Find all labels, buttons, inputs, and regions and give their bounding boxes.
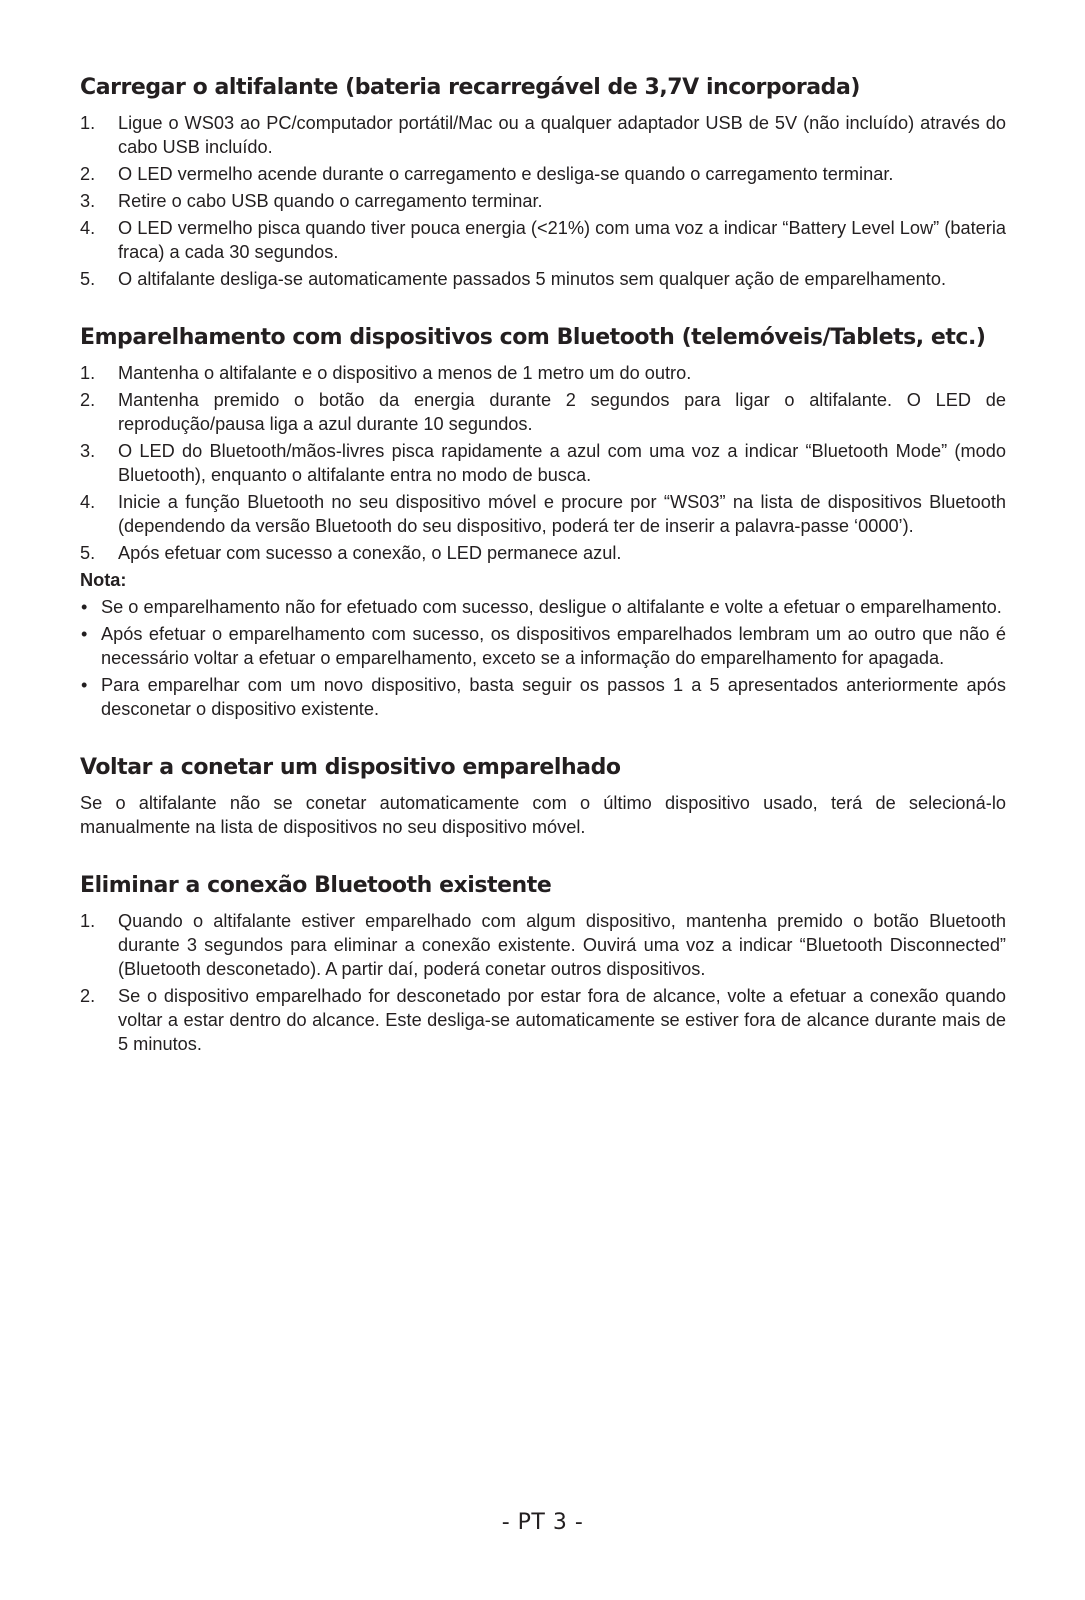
list-item [80, 189, 1006, 213]
step-text: Após efetuar com sucesso a conexão, o LED permanece azul. [118, 543, 622, 563]
list-item [80, 388, 1006, 436]
step-number: 5. [80, 269, 96, 289]
step-text: Se o dispositivo emparelhado for desconetado por estar fora de alcance, volte a efetuar a conexão quando voltar a estar dentro do alcance. Este desliga-se automaticamente se estiver fora de alcance durante mais de 5 minutos. [118, 986, 1006, 1054]
list-item [80, 984, 1006, 1056]
step-number: 2. [80, 986, 96, 1006]
section-delete-connection [80, 870, 1006, 1056]
step-number: 1. [80, 911, 96, 931]
step-text: Retire o cabo USB quando o carregamento terminar. [118, 191, 543, 211]
section-reconnect [80, 752, 1006, 839]
steps-list [80, 111, 1006, 291]
step-number: 4. [80, 492, 96, 512]
note-label: Nota: [80, 570, 127, 590]
steps-list [80, 909, 1006, 1056]
list-item [80, 541, 1006, 565]
section-title: Emparelhamento com dispositivos com Bluetooth (telemóveis/Tablets, etc.) [80, 325, 986, 350]
note-text: Após efetuar o emparelhamento com sucesso, os dispositivos emparelhados lembram um ao outro que não é necessário voltar a efetuar o emparelhamento, exceto se a informação do emparelhamento for apagada. [101, 624, 1006, 668]
step-number: 2. [80, 390, 96, 410]
bullet-icon: • [81, 624, 88, 644]
step-number: 2. [80, 164, 96, 184]
step-number: 3. [80, 191, 96, 211]
section-title: Eliminar a conexão Bluetooth existente [80, 873, 552, 898]
step-text: Mantenha premido o botão da energia durante 2 segundos para ligar o altifalante. O LED de reprodução/pausa liga a azul durante 10 segundos. [118, 390, 1006, 434]
notes-list [80, 595, 1006, 721]
list-item [80, 622, 1006, 670]
list-item [80, 909, 1006, 981]
note-text: Se o emparelhamento não for efetuado com sucesso, desligue o altifalante e volte a efetuar o emparelhamento. [101, 597, 1002, 617]
step-text: Mantenha o altifalante e o dispositivo a menos de 1 metro um do outro. [118, 363, 692, 383]
step-number: 5. [80, 543, 96, 563]
steps-list [80, 361, 1006, 565]
list-item [80, 111, 1006, 159]
bullet-icon: • [81, 597, 88, 617]
list-item [80, 673, 1006, 721]
list-item [80, 216, 1006, 264]
step-text: O altifalante desliga-se automaticamente passados 5 minutos sem qualquer ação de emparelhamento. [118, 269, 947, 289]
step-text: O LED do Bluetooth/mãos-livres pisca rapidamente a azul com uma voz a indicar “Bluetooth Mode” (modo Bluetooth), enquanto o altifalante entra no modo de busca. [118, 441, 1006, 485]
list-item [80, 439, 1006, 487]
bullet-icon: • [81, 675, 88, 695]
list-item [80, 490, 1006, 538]
list-item [80, 162, 1006, 186]
step-text: Quando o altifalante estiver emparelhado com algum dispositivo, mantenha premido o botão Bluetooth durante 3 segundos para eliminar a conexão existente. Ouvirá uma voz a indicar “Bluetooth Disconnected” (Bluetooth desconetado). A partir daí, poderá conetar outros dispositivos. [118, 911, 1006, 979]
step-number: 1. [80, 113, 96, 133]
step-text: O LED vermelho pisca quando tiver pouca energia (<21%) com uma voz a indicar “Battery Level Low” (bateria fraca) a cada 30 segundos. [118, 218, 1006, 262]
step-text: Inicie a função Bluetooth no seu dispositivo móvel e procure por “WS03” na lista de dispositivos Bluetooth (dependendo da versão Bluetooth do seu dispositivo, poderá ter de inserir a palavra-passe ‘0000’). [118, 492, 1006, 536]
step-number: 3. [80, 441, 96, 461]
step-text: O LED vermelho acende durante o carregamento e desliga-se quando o carregamento terminar. [118, 164, 894, 184]
manual-page [80, 72, 1006, 1087]
list-item [80, 361, 1006, 385]
section-paragraph: Se o altifalante não se conetar automaticamente com o último dispositivo usado, terá de selecioná-lo manualmente na lista de dispositivos no seu dispositivo móvel. [80, 793, 1006, 837]
section-pairing [80, 322, 1006, 721]
list-item [80, 595, 1006, 619]
page-number: - PT 3 - [501, 1510, 584, 1535]
section-charging [80, 72, 1006, 291]
step-text: Ligue o WS03 ao PC/computador portátil/Mac ou a qualquer adaptador USB de 5V (não incluído) através do cabo USB incluído. [118, 113, 1006, 157]
note-text: Para emparelhar com um novo dispositivo, basta seguir os passos 1 a 5 apresentados anteriormente após desconetar o dispositivo existente. [101, 675, 1006, 719]
list-item [80, 267, 1006, 291]
step-number: 1. [80, 363, 96, 383]
section-title: Carregar o altifalante (bateria recarregável de 3,7V incorporada) [80, 75, 860, 100]
step-number: 4. [80, 218, 96, 238]
section-title: Voltar a conetar um dispositivo emparelhado [80, 755, 621, 780]
